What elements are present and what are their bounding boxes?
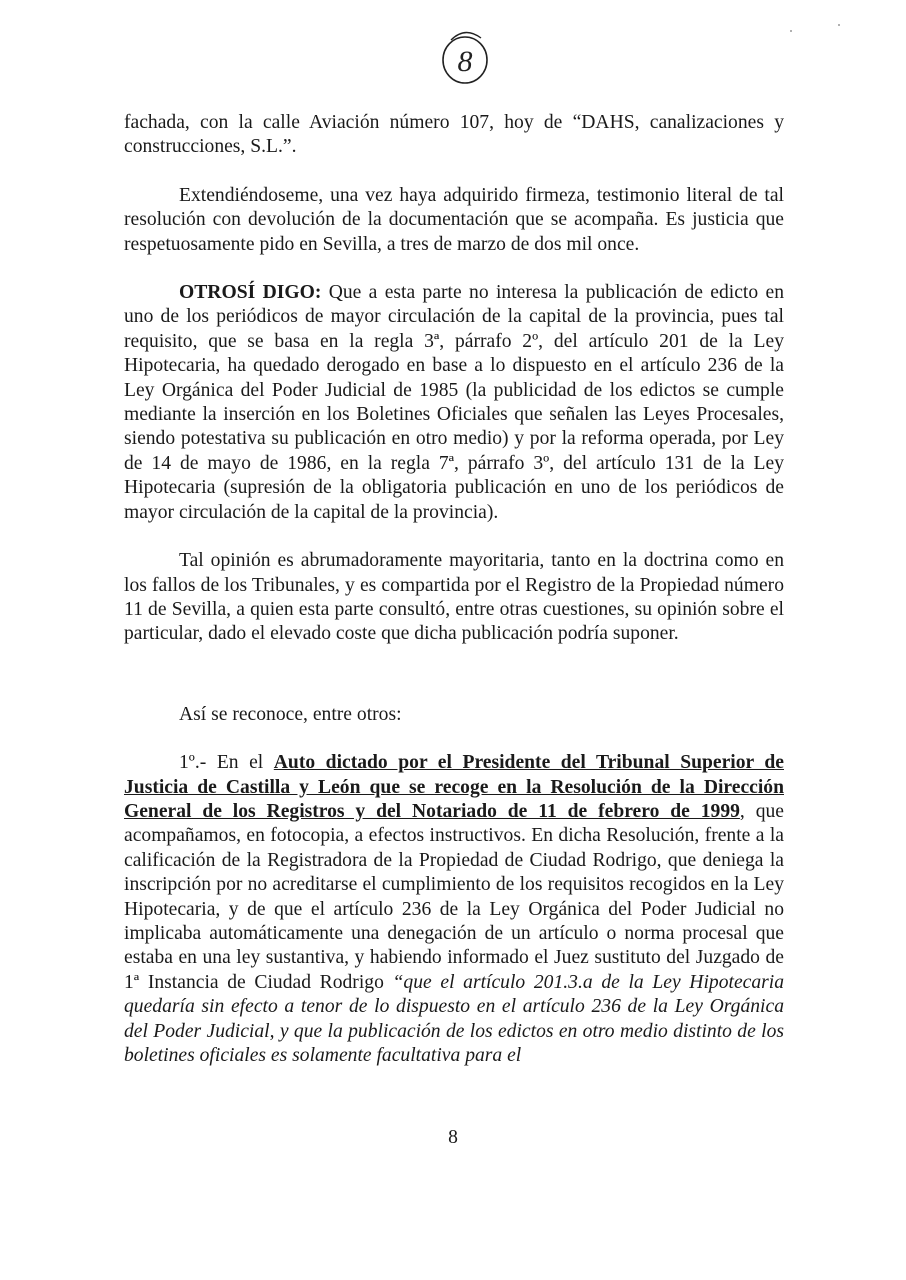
page-number: 8 <box>448 1127 458 1148</box>
stamp-digit: 8 <box>457 45 473 78</box>
paragraph-otrosi <box>124 281 784 525</box>
spacer <box>124 671 784 703</box>
paragraph-first-reference <box>124 751 784 1068</box>
document-body <box>124 111 784 1092</box>
list-number: 1º.- En el <box>179 752 274 774</box>
reference-title: Auto dictado por el Presidente del Tribunal Superior de Justicia de Castilla y León que se recoge en la Resolución de la Dirección General de los Registros y del Notariado de 11 de febrero de 1999 <box>124 752 784 822</box>
scan-speck <box>790 30 792 32</box>
reference-text: , que acompañamos, en fotocopia, a efectos instructivos. En dicha Resolución, frente a la calificación de la Registradora de la Propiedad de Ciudad Rodrigo, que deniega la inscripción por no acreditarse el cumplimiento de los requisitos recogidos en la Ley Hipotecaria, y de que el artículo 236 de la Ley Orgánica del Poder Judicial no implicaba automáticamente una denegación de un artículo o norma procesal que estaba en una ley sustantiva, y habiendo informado el Juez sustituto del Juzgado de 1ª Instancia de Ciudad Rodrigo <box>124 800 784 993</box>
page-number-stamp <box>437 24 493 90</box>
otrosi-text: Que a esta parte no interesa la publicación de edicto en uno de los periódicos de mayor circulación de la capital de la provincia, pues tal requisito, que se basa en la regla 3ª, párrafo 2º, del artículo 201 de la Ley Hipotecaria, ha quedado derogado en base a lo dispuesto en el artículo 236 de la Ley Orgánica del Poder Judicial de 1985 (la publicidad de los edictos se cumple mediante la inserción en los Boletines Oficiales que señalen las Leyes Procesales, siendo potestativa su publicación en otro medio) y por la reforma operada, por Ley de 14 de mayo de 1986, en la regla 7ª, párrafo 3º, del artículo 131 de la Ley Hipotecaria (supresión de la obligatoria publicación en uno de los periódicos de mayor circulación de la capital de la provincia). <box>124 282 784 523</box>
paragraph-petition: Extendiéndoseme, una vez haya adquirido firmeza, testimonio literal de tal resolución con devolución de la documentación que se acompaña. Es justicia que respetuosamente pido en Sevilla, a tres de marzo de dos mil once. <box>124 184 784 255</box>
paragraph-opinion: Tal opinión es abrumadoramente mayoritaria, tanto en la doctrina como en los fallos de los Tribunales, y es compartida por el Registro de la Propiedad número 11 de Sevilla, a quien esta parte consultó, entre otras cuestiones, su opinión sobre el particular, dado el elevado coste que dicha publicación podría suponer. <box>124 550 784 645</box>
paragraph-continuation: fachada, con la calle Aviación número 107, hoy de “DAHS, canalizaciones y construcciones, S.L.”. <box>124 112 784 158</box>
reference-quote: “que el artículo 201.3.a de la Ley Hipotecaria quedaría sin efecto a tenor de lo dispuesto en el artículo 236 de la Ley Orgánica del Poder Judicial, y que la publicación de los edictos en otro medio distinto de los boletines oficiales es solamente facultativa para el <box>124 971 784 1066</box>
otrosi-heading: OTROSÍ DIGO: <box>179 282 322 304</box>
scan-speck <box>838 24 840 26</box>
circled-page-mark <box>437 24 493 90</box>
paragraph-intro-list: Así se reconoce, entre otros: <box>179 703 402 725</box>
